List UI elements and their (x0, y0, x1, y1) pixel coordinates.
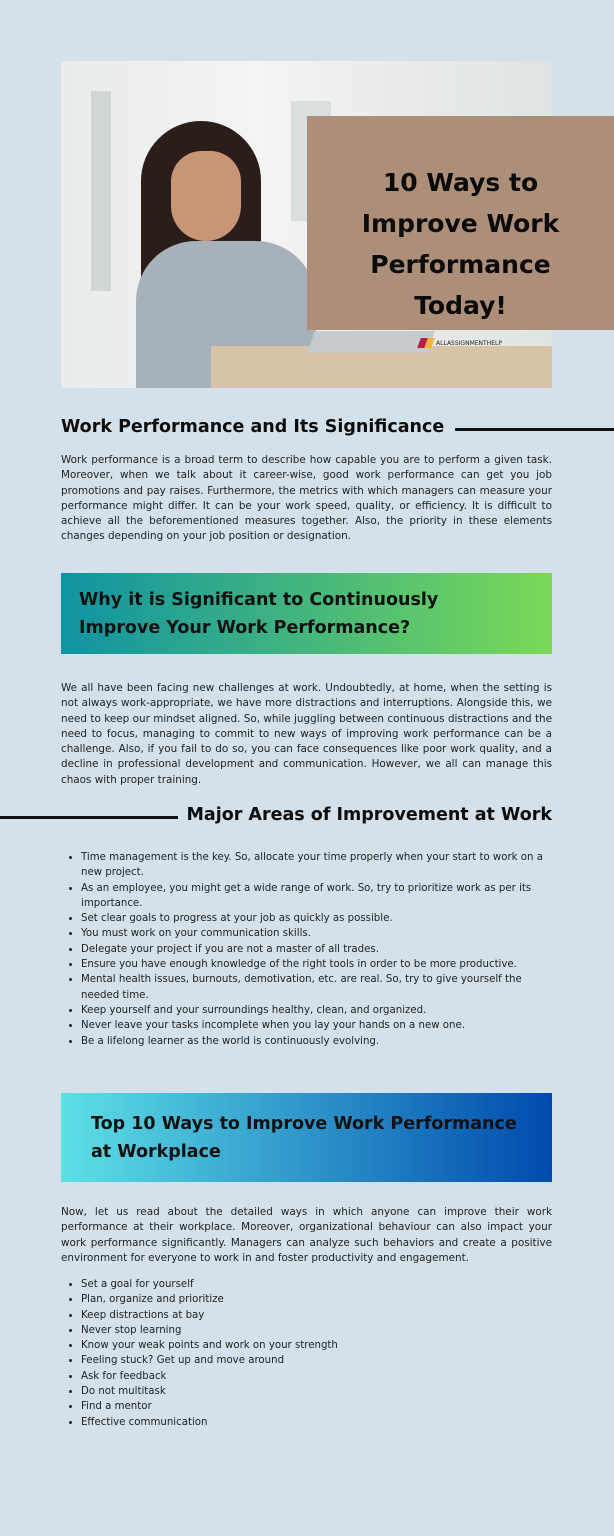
list-item: • Find a mentor (81, 1399, 552, 1414)
banner-heading: Why it is Significant to Continuously Improve Your Work Performance? (79, 589, 439, 638)
list-item: • Know your weak points and work on your strength (81, 1338, 552, 1353)
divider (0, 816, 178, 819)
list-item: • Never stop learning (81, 1323, 552, 1338)
section-banner (61, 1093, 552, 1182)
banner-heading: Top 10 Ways to Improve Work Performance at Workplace (91, 1113, 517, 1162)
list-item: • Be a lifelong learner as the world is continuously evolving. (81, 1034, 552, 1049)
logo-text: ALLASSIGNMENTHELP (436, 339, 502, 347)
improvement-list (61, 850, 552, 1049)
list-item: • Ensure you have enough knowledge of the right tools in order to be more productive. (81, 957, 552, 972)
section-heading: Major Areas of Improvement at Work (186, 805, 552, 825)
list-item: • Delegate your project if you are not a master of all trades. (81, 942, 552, 957)
list-item: • Set a goal for yourself (81, 1277, 552, 1292)
divider (455, 428, 614, 431)
list-item: • Feeling stuck? Get up and move around (81, 1353, 552, 1368)
list-item: • Mental health issues, burnouts, demotivation, etc. are real. So, try to give yourself the needed time. (81, 972, 552, 1003)
person-face (171, 151, 241, 241)
list-item: • Plan, organize and prioritize (81, 1292, 552, 1307)
section-body: We all have been facing new challenges at work. Undoubtedly, at home, when the setting is not always work-appropriate, we have more distractions and interruptions. Alongside this, we need to keep our mindset aligned. So, while juggling between continuous distractions and the need to focus, managing to commit to new ways of improving work performance can be a challenge. Also, if you fail to do so, you can face consequences like poor work quality, and a decline in professional development and communication. However, we all can manage this chaos with proper training. (61, 682, 552, 786)
list-item: • Time management is the key. So, allocate your time properly when your start to work on a new project. (81, 850, 552, 881)
title-box (307, 116, 614, 347)
section-banner (61, 573, 552, 654)
list-item: • Never leave your tasks incomplete when you lay your hands on a new one. (81, 1018, 552, 1033)
list-item: • Ask for feedback (81, 1369, 552, 1384)
list-item: • Keep yourself and your surroundings healthy, clean, and organized. (81, 1003, 552, 1018)
list-item: • As an employee, you might get a wide range of work. So, try to prioritize work as per its importance. (81, 881, 552, 912)
list-item: • You must work on your communication skills. (81, 926, 552, 941)
logo-mark-icon (417, 338, 435, 348)
window (91, 91, 111, 291)
brand-logo (307, 338, 614, 348)
page-title: 10 Ways to Improve Work Performance Today! (361, 168, 560, 320)
list-item: • Set clear goals to progress at your job as quickly as possible. (81, 911, 552, 926)
section-body: Now, let us read about the detailed ways in which anyone can improve their work performance at their workplace. Moreover, organizational behaviour can also impact your work performance significantly. Managers can analyze such behaviors and create a positive environment for everyone to work in and foster productivity and engagement. (61, 1206, 552, 1264)
list-item: • Effective communication (81, 1415, 552, 1430)
ways-list (61, 1277, 552, 1430)
list-item: • Do not multitask (81, 1384, 552, 1399)
section-body: Work performance is a broad term to describe how capable you are to perform a given task. Moreover, when we talk about it career-wise, good work performance can get you job promotions and pay raises. Furthermore, the metrics with which managers can measure your performance might differ. It can be your work speed, quality, or efficiency. It is difficult to achieve all the beforementioned measures together. Also, the priority in these elements changes depending on your job position or designation. (61, 454, 552, 543)
list-item: • Keep distractions at bay (81, 1308, 552, 1323)
section-heading: Work Performance and Its Significance (61, 417, 445, 437)
